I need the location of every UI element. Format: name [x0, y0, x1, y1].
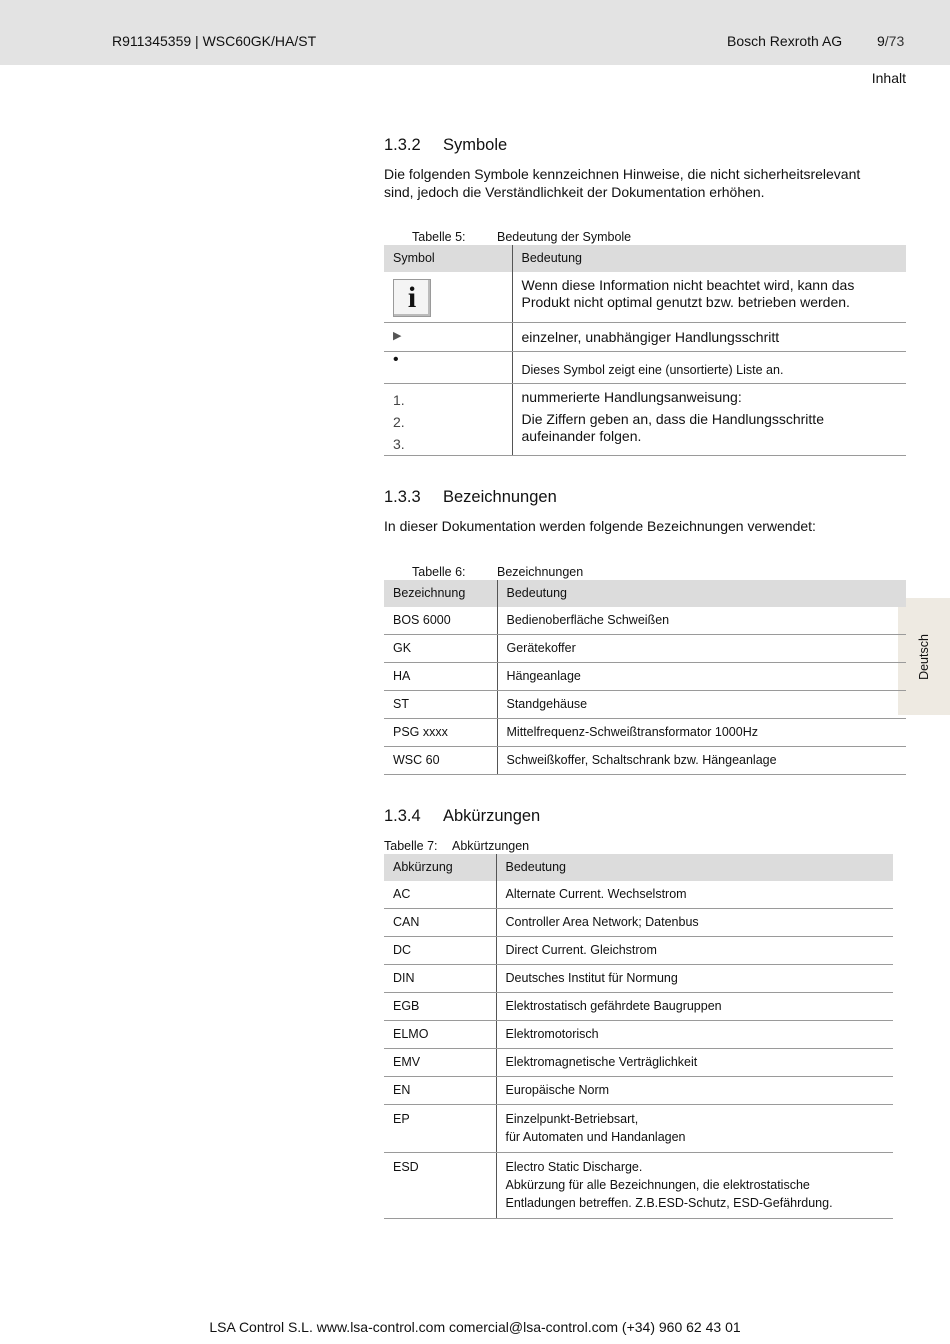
- meaning-line: Entladungen betreffen. Z.B.ESD-Schutz, ESD-Gefährdung.: [505, 1196, 833, 1211]
- heading-number: 1.3.2: [384, 136, 421, 154]
- meaning-cell: [496, 1105, 893, 1153]
- symbol-cell: [384, 322, 512, 351]
- term-cell: BOS 6000: [384, 607, 497, 635]
- col-header-symbol: Symbol: [384, 245, 512, 272]
- language-tab-label: Deutsch: [917, 633, 931, 680]
- meaning-line: Deutsches Institut für Normung: [505, 971, 678, 986]
- symbol-cell: [384, 272, 512, 322]
- caption-label: Tabelle 5:: [412, 230, 466, 244]
- meaning-cell: [496, 965, 893, 993]
- intro-symbole: Die folgenden Symbole kennzeichnen Hinweise, die nicht sicherheitsrelevant sind, jedoch die Verständlichkeit der Dokumentation erhöhen.: [384, 166, 861, 200]
- table-row: [384, 965, 893, 993]
- meaning-line: Elektrostatisch gefährdete Baugruppen: [505, 999, 722, 1014]
- col-header-meaning: Bedeutung: [497, 580, 906, 607]
- company-name: Bosch Rexroth AG: [727, 33, 843, 49]
- meaning-cell: [496, 1049, 893, 1077]
- meaning-cell: Hängeanlage: [497, 663, 906, 691]
- col-header-term: Bezeichnung: [384, 580, 497, 607]
- term-cell: PSG xxxx: [384, 719, 497, 747]
- table-row: [384, 719, 906, 747]
- heading-bezeichnungen: [384, 488, 557, 507]
- term-cell: WSC 60: [384, 747, 497, 775]
- intro-bezeichnungen: In dieser Dokumentation werden folgende Bezeichnungen verwendet:: [384, 518, 816, 534]
- meaning-line: Abkürzung für alle Bezeichnungen, die elektrostatische: [505, 1178, 810, 1193]
- meaning-cell: Standgehäuse: [497, 691, 906, 719]
- abbr-cell: EMV: [384, 1049, 496, 1077]
- heading-number: 1.3.4: [384, 807, 421, 825]
- bullet-icon: •: [393, 350, 399, 368]
- table-row: [384, 909, 893, 937]
- table-row: [384, 937, 893, 965]
- meaning-line: Elektromagnetische Verträglichkeit: [505, 1055, 698, 1070]
- symbols-table: [384, 245, 906, 456]
- table-header-row: [384, 580, 906, 607]
- abbr-cell: DC: [384, 937, 496, 965]
- table-row: [384, 663, 906, 691]
- heading-abkuerzungen: [384, 807, 540, 826]
- term-cell: ST: [384, 691, 497, 719]
- caption-text: Bedeutung der Symbole: [497, 230, 632, 244]
- meaning-line: Einzelpunkt-Betriebsart,: [505, 1112, 639, 1127]
- page-current: 9: [877, 33, 885, 49]
- numbered-title: nummerierte Handlungsanweisung:: [521, 388, 742, 405]
- meaning-line: Elektromotorisch: [505, 1027, 599, 1042]
- heading-number: 1.3.3: [384, 488, 421, 506]
- meaning-line: Alternate Current. Wechselstrom: [505, 887, 687, 901]
- caption-label: Tabelle 6:: [412, 565, 466, 579]
- meaning-cell: [496, 881, 893, 909]
- meaning-line: Europäische Norm: [505, 1083, 610, 1098]
- meaning-cell: [496, 993, 893, 1021]
- meaning-cell: [496, 1077, 893, 1105]
- table-row: [384, 272, 906, 322]
- meaning-line: Direct Current. Gleichstrom: [505, 943, 657, 958]
- col-header-meaning: Bedeutung: [496, 854, 893, 881]
- table-row: [384, 1049, 893, 1077]
- abbreviations-table: [384, 854, 893, 1219]
- meaning-cell: Gerätekoffer: [497, 635, 906, 663]
- meaning-cell: [496, 937, 893, 965]
- meaning-cell: Wenn diese Information nicht beachtet wird, kann das Produkt nicht optimal genutzt bzw. betrieben werden.: [512, 272, 906, 322]
- table-row: [384, 1153, 893, 1219]
- meaning-cell: Bedienoberfläche Schweißen: [497, 607, 906, 635]
- meaning-cell: [496, 1153, 893, 1219]
- meaning-line: für Automaten und Handanlagen: [505, 1130, 686, 1145]
- table-row: [384, 351, 906, 383]
- meaning-cell: [496, 909, 893, 937]
- symbol-cell: [384, 383, 512, 455]
- caption-label: Tabelle 7:: [384, 839, 438, 853]
- triangle-right-icon: ▶: [393, 329, 402, 342]
- table-row: [384, 635, 906, 663]
- caption-text: Bezeichnungen: [497, 565, 584, 579]
- document-id: R911345359 | WSC60GK/HA/ST: [112, 33, 317, 49]
- abbr-cell: DIN: [384, 965, 496, 993]
- abbr-cell: ESD: [384, 1153, 496, 1219]
- meaning-cell: Schweißkoffer, Schaltschrank bzw. Hängeanlage: [497, 747, 906, 775]
- abbr-cell: AC: [384, 881, 496, 909]
- table-row: [384, 747, 906, 775]
- table-row: [384, 691, 906, 719]
- abbr-cell: EGB: [384, 993, 496, 1021]
- col-header-abbr: Abkürzung: [384, 854, 496, 881]
- table-row: [384, 607, 906, 635]
- page-footer: LSA Control S.L. www.lsa-control.com comercial@lsa-control.com (+34) 960 62 43 01: [209, 1319, 741, 1335]
- page-total: /73: [884, 33, 905, 49]
- meaning-cell: [512, 383, 906, 455]
- abbr-cell: EN: [384, 1077, 496, 1105]
- abbr-cell: ELMO: [384, 1021, 496, 1049]
- col-header-meaning: Bedeutung: [512, 245, 906, 272]
- term-cell: GK: [384, 635, 497, 663]
- term-cell: HA: [384, 663, 497, 691]
- meaning-line: Controller Area Network; Datenbus: [505, 915, 699, 930]
- heading-title: Bezeichnungen: [443, 488, 557, 506]
- meaning-cell: Mittelfrequenz-Schweißtransformator 1000Hz: [497, 719, 906, 747]
- heading-title: Abkürzungen: [443, 807, 541, 825]
- table-header-row: [384, 245, 906, 272]
- table-row: [384, 322, 906, 351]
- table-row: [384, 1077, 893, 1105]
- meaning-cell: [496, 1021, 893, 1049]
- number-item: 1.: [393, 391, 405, 408]
- heading-title: Symbole: [443, 136, 508, 154]
- abbr-cell: CAN: [384, 909, 496, 937]
- numbered-text: Die Ziffern geben an, dass die Handlungsschritte aufeinander folgen.: [521, 410, 824, 444]
- table-row: [384, 993, 893, 1021]
- terms-table: [384, 580, 906, 775]
- number-item: 2.: [393, 413, 405, 430]
- meaning-cell: einzelner, unabhängiger Handlungsschritt: [512, 322, 906, 351]
- table-row: [384, 881, 893, 909]
- number-list: [393, 389, 503, 455]
- table-row: [384, 383, 906, 455]
- page-number: [877, 33, 904, 49]
- table-row: [384, 1105, 893, 1153]
- symbol-cell: [384, 351, 512, 383]
- heading-symbole: [384, 136, 507, 155]
- meaning-cell: Dieses Symbol zeigt eine (unsortierte) Liste an.: [512, 351, 906, 383]
- table-row: [384, 1021, 893, 1049]
- number-item: 3.: [393, 435, 405, 452]
- caption-text: Abkürtzungen: [452, 839, 530, 853]
- table-header-row: [384, 854, 893, 881]
- meaning-line: Electro Static Discharge.: [505, 1160, 643, 1175]
- section-label: Inhalt: [871, 70, 906, 86]
- abbr-cell: EP: [384, 1105, 496, 1153]
- info-icon: i: [393, 279, 431, 317]
